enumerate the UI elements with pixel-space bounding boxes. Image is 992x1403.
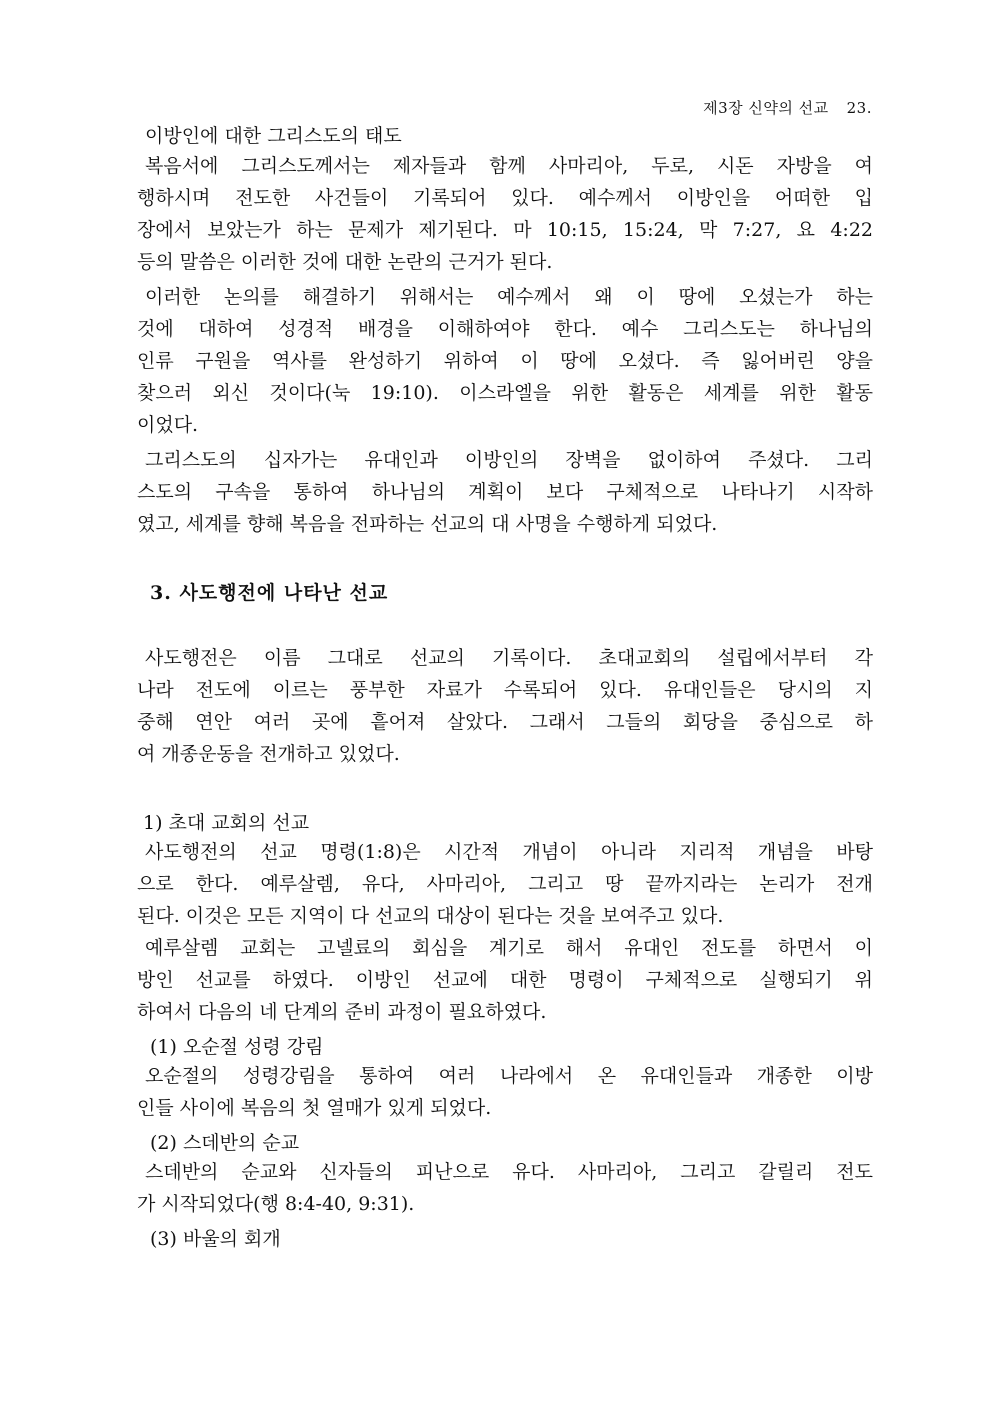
list-item-label: (1) 오순절 성령 강림 <box>150 1036 324 1058</box>
section-heading: 3. 사도행전에 나타난 선교 <box>150 582 389 604</box>
chapter-title: 제3장 신약의 선교 <box>703 99 829 117</box>
paragraph-line: 가 시작되었다(행 8:4-40, 9:31). <box>137 1193 415 1215</box>
paragraph-line: 된다. 이것은 모든 지역이 다 선교의 대상이 된다는 것을 보여주고 있다. <box>137 905 724 927</box>
paragraph-line: 이러한 논의를 해결하기 위해서는 예수께서 왜 이 땅에 오셨는가 하는 <box>145 286 873 308</box>
page-number: 23. <box>846 99 872 117</box>
paragraph-line: 사도행전의 선교 명령(1:8)은 시간적 개념이 아니라 지리적 개념을 바탕 <box>145 841 873 863</box>
paragraph-line: 여 개종운동을 전개하고 있었다. <box>137 743 400 765</box>
paragraph-line: 하여서 다음의 네 단계의 준비 과정이 필요하였다. <box>137 1001 547 1023</box>
paragraph-line: 등의 말씀은 이러한 것에 대한 논란의 근거가 된다. <box>137 251 553 273</box>
paragraph-line: 사도행전은 이름 그대로 선교의 기록이다. 초대교회의 설립에서부터 각 <box>145 647 873 669</box>
paragraph-line: 오순절의 성령강림을 통하여 여러 나라에서 온 유대인들과 개종한 이방 <box>145 1065 873 1087</box>
paragraph-line: 그리스도의 십자가는 유대인과 이방인의 장벽을 없이하여 주셨다. 그리 <box>145 449 873 471</box>
paragraph-line: 중해 연안 여러 곳에 흩어져 살았다. 그래서 그들의 회당을 중심으로 하 <box>137 711 873 733</box>
paragraph-line: 것에 대하여 성경적 배경을 이해하여야 한다. 예수 그리스도는 하나님의 <box>137 318 873 340</box>
paragraph-line: 인들 사이에 복음의 첫 열매가 있게 되었다. <box>137 1097 492 1119</box>
paragraph-line: 으로 한다. 예루살렘, 유다, 사마리아, 그리고 땅 끝까지라는 논리가 전개 <box>137 873 873 895</box>
paragraph-line: 나라 전도에 이르는 풍부한 자료가 수록되어 있다. 유대인들은 당시의 지 <box>137 679 873 701</box>
paragraph-line: 방인 선교를 하였다. 이방인 선교에 대한 명령이 구체적으로 실행되기 위 <box>137 969 873 991</box>
paragraph-line: 행하시며 전도한 사건들이 기록되어 있다. 예수께서 이방인을 어떠한 입 <box>137 187 873 209</box>
section-title: 이방인에 대한 그리스도의 태도 <box>145 125 402 147</box>
paragraph-line: 이었다. <box>137 414 199 436</box>
paragraph-line: 스데반의 순교와 신자들의 피난으로 유다. 사마리아, 그리고 갈릴리 전도 <box>145 1161 873 1183</box>
list-item-label: (3) 바울의 회개 <box>150 1228 281 1250</box>
paragraph-line: 찾으러 외신 것이다(눅 19:10). 이스라엘을 위한 활동은 세계를 위한 활동 <box>137 382 873 404</box>
running-header <box>703 97 872 118</box>
paragraph-line: 였고, 세계를 향해 복음을 전파하는 선교의 대 사명을 수행하게 되었다. <box>137 513 718 535</box>
subsection-title: 1) 초대 교회의 선교 <box>143 812 310 834</box>
list-item-label: (2) 스데반의 순교 <box>150 1132 300 1154</box>
paragraph-line: 장에서 보았는가 하는 문제가 제기된다. 마 10:15, 15:24, 막 7:27, 요 4:22 <box>137 219 873 241</box>
paragraph-line: 인류 구원을 역사를 완성하기 위하여 이 땅에 오셨다. 즉 잃어버린 양을 <box>137 350 873 372</box>
paragraph-line: 스도의 구속을 통하여 하나님의 계획이 보다 구체적으로 나타나기 시작하 <box>137 481 873 503</box>
paragraph-line: 복음서에 그리스도께서는 제자들과 함께 사마리아, 두로, 시돈 자방을 여 <box>145 155 873 177</box>
paragraph-line: 예루살렘 교회는 고넬료의 회심을 계기로 해서 유대인 전도를 하면서 이 <box>145 937 873 959</box>
